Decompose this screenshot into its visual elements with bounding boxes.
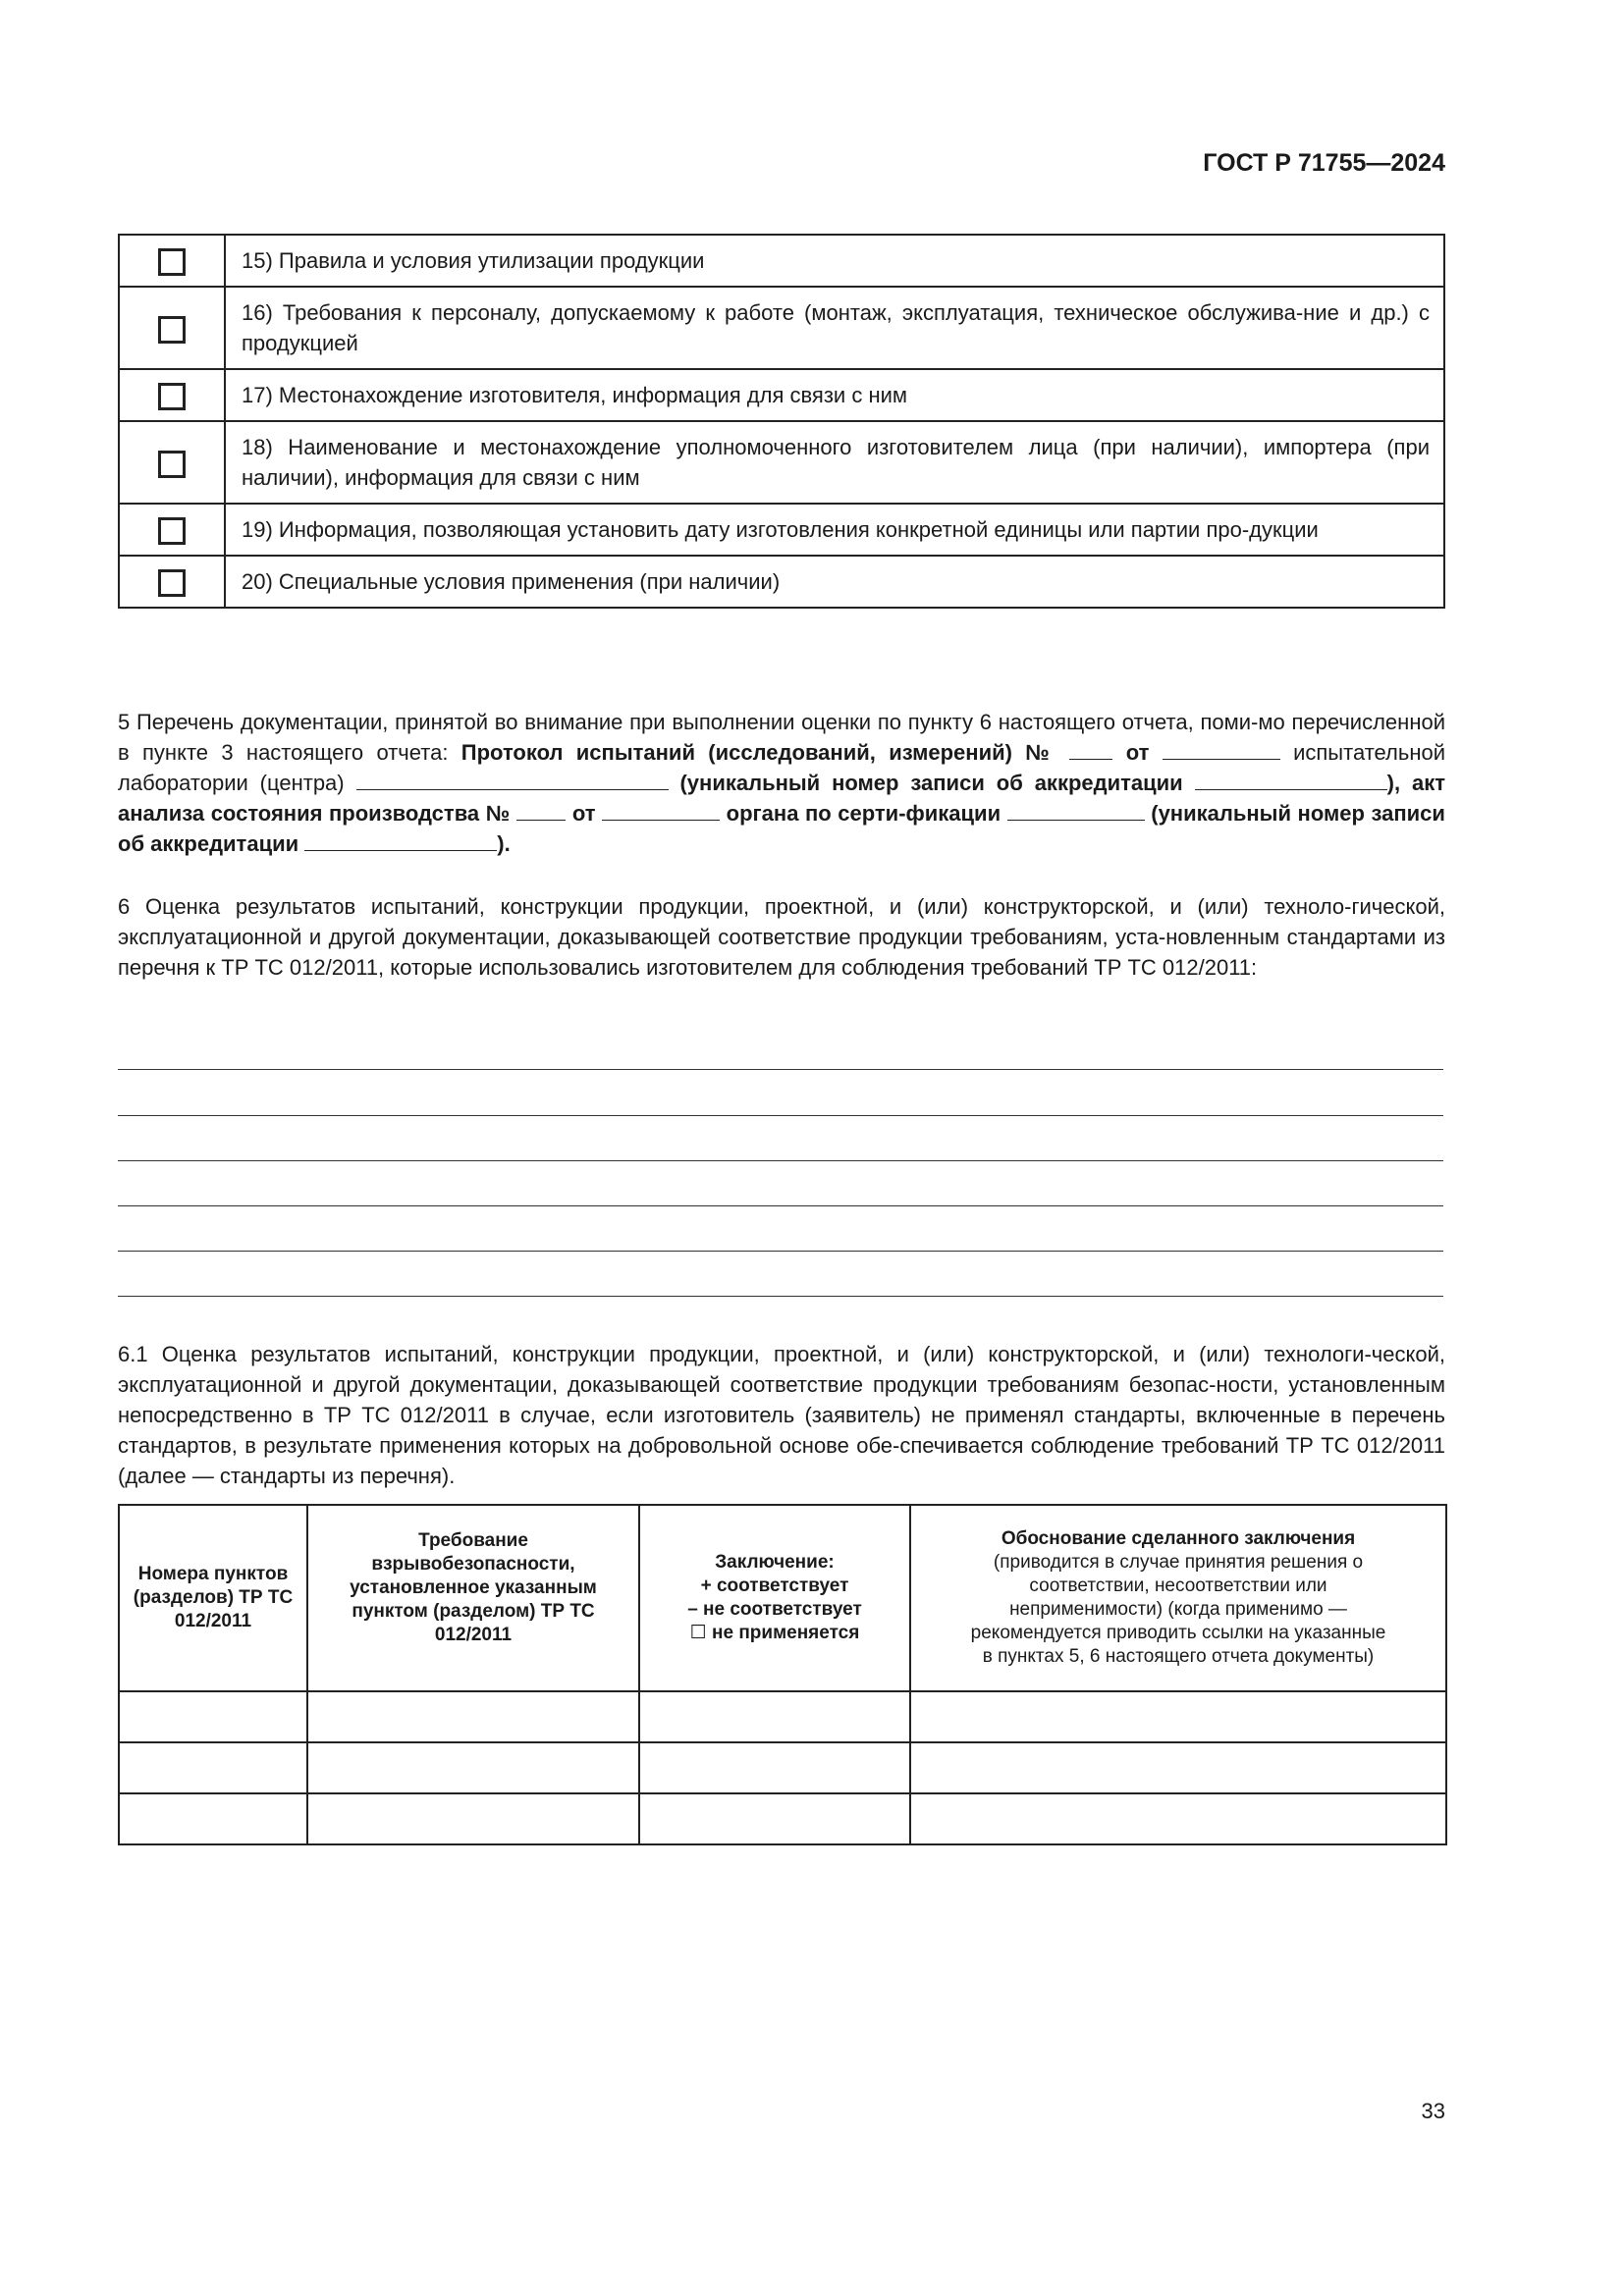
certification-body-label: органа по серти-фикации xyxy=(726,801,1001,826)
checkbox-cell[interactable] xyxy=(119,421,225,504)
table-cell[interactable] xyxy=(119,1742,307,1793)
section-6-paragraph: 6 Оценка результатов испытаний, конструкции продукции, проектной, и (или) конструкторской, и (или) техноло-гической, эксплуатационной и другой документации, доказывающей соответствие продукции требованиям, уста-новленным стандартами из перечня к ТР ТС 012/2011, которые использовались изготовителем для соблюдения требований ТР ТС 012/2011: xyxy=(118,894,1445,980)
table-row xyxy=(119,421,1444,504)
checklist-item-text: 19) Информация, позволяющая установить дату изготовления конкретной единицы или партии про-дукции xyxy=(225,504,1444,556)
protocol-label: Протокол испытаний (исследований, измерений) № xyxy=(460,740,1057,765)
from-label-2: от xyxy=(571,801,596,826)
accreditation-number-blank-1[interactable] xyxy=(1195,768,1387,790)
table-cell[interactable] xyxy=(639,1742,910,1793)
protocol-date-blank[interactable] xyxy=(1163,737,1280,760)
table-row xyxy=(119,235,1444,287)
col-header-clauses: Номера пунктов (разделов) ТР ТС 012/2011 xyxy=(119,1505,307,1691)
act-label: ), акт анализа состояния производства № xyxy=(118,771,1445,826)
act-date-blank[interactable] xyxy=(602,798,720,821)
conclusion-not-applicable: ☐ не применяется xyxy=(689,1623,860,1643)
page-number: 33 xyxy=(1421,2099,1445,2123)
protocol-number-blank[interactable] xyxy=(1069,737,1112,760)
checkbox-cell[interactable] xyxy=(119,235,225,287)
certification-body-blank[interactable] xyxy=(1007,798,1145,821)
checklist-item-text: 16) Требования к персоналу, допускаемому к работе (монтаж, эксплуатация, техническое обслужива-ние и др.) с продукцией xyxy=(225,287,1444,369)
table-row xyxy=(119,1691,1446,1742)
checkbox[interactable] xyxy=(158,569,186,597)
table-row xyxy=(119,287,1444,369)
section-5-paragraph xyxy=(118,707,1445,859)
accreditation-label-2: (уникальный номер записи об аккредитации xyxy=(118,801,1445,856)
table-row xyxy=(119,1793,1446,1844)
table-cell[interactable] xyxy=(119,1793,307,1844)
section-5-intro: 5 Перечень документации, принятой во внимание при выполнении оценки по пункту 6 настоящего отчета, поми-мо перечисленной в пункте 3 настоящего отчета: xyxy=(118,710,1445,765)
checkbox[interactable] xyxy=(158,248,186,276)
table-header-row xyxy=(119,1505,1446,1691)
col-header-justification xyxy=(910,1505,1446,1691)
standard-designation: ГОСТ Р 71755—2024 xyxy=(1203,149,1445,177)
checkbox-cell[interactable] xyxy=(119,556,225,608)
checkbox[interactable] xyxy=(158,451,186,478)
table-cell[interactable] xyxy=(639,1691,910,1742)
section-6-1-paragraph: 6.1 Оценка результатов испытаний, конструкции продукции, проектной, и (или) конструкторской, и (или) технологи-ческой, эксплуатационной и другой документации, доказывающей соответствие продукции требованиям безопас-ности, установленным непосредственно в ТР ТС 012/2011 в случае, если изготовитель (заявитель) не применял стандарты, включенные в перечень стандартов, в результате применения которых на добровольной основе обе-спечивается соблюдение требований ТР ТС 012/2011 (далее — стандарты из перечня). xyxy=(118,1342,1445,1488)
section-5-end: ). xyxy=(497,831,511,856)
checkbox-cell[interactable] xyxy=(119,369,225,421)
table-cell[interactable] xyxy=(307,1793,639,1844)
lab-label: испытательной лаборатории (центра) xyxy=(118,740,1445,795)
table-row xyxy=(119,504,1444,556)
answer-line[interactable] xyxy=(118,1296,1443,1297)
checkbox-cell[interactable] xyxy=(119,287,225,369)
table-cell[interactable] xyxy=(119,1691,307,1742)
answer-line[interactable] xyxy=(118,1205,1443,1206)
answer-line[interactable] xyxy=(118,1115,1443,1116)
table-row xyxy=(119,1742,1446,1793)
checklist-item-text: 17) Местонахождение изготовителя, информация для связи с ним xyxy=(225,369,1444,421)
col-header-requirement: Требование взрывобезопасности, установленное указанным пунктом (разделом) ТР ТС 012/2011 xyxy=(307,1505,639,1691)
accreditation-label-1: (уникальный номер записи об аккредитации xyxy=(679,771,1183,795)
answer-line[interactable] xyxy=(118,1251,1443,1252)
conclusion-not-complies: – не соответствует xyxy=(687,1599,862,1620)
lab-name-blank[interactable] xyxy=(356,768,669,790)
table-row xyxy=(119,556,1444,608)
justification-note: (приводится в случае принятия решения о соответствии, несоответствии или неприменимости) (когда применимо — рекомендуется приводить ссылки на указанные в пунктах 5, 6 настоящего отчета документы) xyxy=(970,1552,1386,1667)
checkbox[interactable] xyxy=(158,316,186,344)
accreditation-number-blank-2[interactable] xyxy=(304,828,497,851)
checklist-item-text: 20) Специальные условия применения (при наличии) xyxy=(225,556,1444,608)
checkbox-cell[interactable] xyxy=(119,504,225,556)
table-cell[interactable] xyxy=(910,1793,1446,1844)
act-number-blank[interactable] xyxy=(516,798,566,821)
checklist-table xyxy=(118,234,1445,609)
table-cell[interactable] xyxy=(639,1793,910,1844)
table-cell[interactable] xyxy=(910,1742,1446,1793)
table-row xyxy=(119,369,1444,421)
conclusion-title: Заключение: xyxy=(715,1552,835,1573)
col-header-conclusion xyxy=(639,1505,910,1691)
from-label: от xyxy=(1125,740,1150,765)
answer-line[interactable] xyxy=(118,1160,1443,1161)
conclusion-complies: + соответствует xyxy=(700,1575,849,1596)
checklist-item-text: 18) Наименование и местонахождение уполномоченного изготовителем лица (при наличии), импортера (при наличии), информация для связи с ним xyxy=(225,421,1444,504)
table-cell[interactable] xyxy=(910,1691,1446,1742)
evaluation-table xyxy=(118,1504,1447,1845)
checklist-item-text: 15) Правила и условия утилизации продукции xyxy=(225,235,1444,287)
table-cell[interactable] xyxy=(307,1691,639,1742)
checkbox[interactable] xyxy=(158,517,186,545)
justification-title: Обоснование сделанного заключения xyxy=(1001,1528,1356,1549)
table-cell[interactable] xyxy=(307,1742,639,1793)
checkbox[interactable] xyxy=(158,383,186,410)
answer-line[interactable] xyxy=(118,1069,1443,1070)
